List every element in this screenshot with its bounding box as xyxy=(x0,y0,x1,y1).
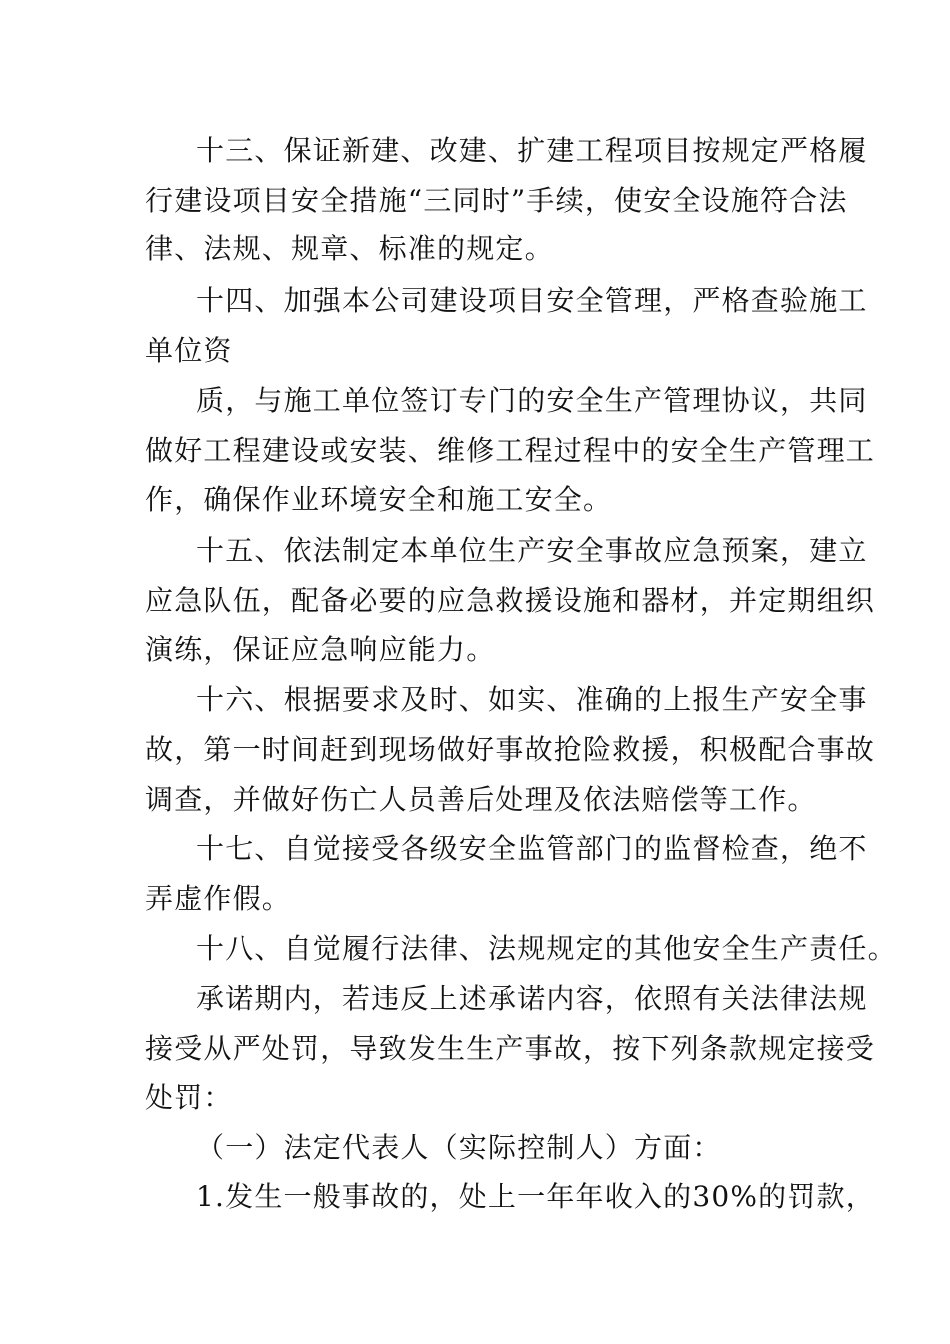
clause-13-line-2: 行建设项目安全措施“三同时”手续，使安全设施符合法 xyxy=(145,184,848,217)
clause-17-line-2: 弄虚作假。 xyxy=(145,882,292,915)
clause-15-line-2: 应急队伍，配备必要的应急救援设施和器材，并定期组织 xyxy=(145,584,876,617)
clause-13-line-1: 十三、保证新建、改建、扩建工程项目按规定严格履 xyxy=(196,134,868,167)
clause-13-line-3: 律、法规、规章、标准的规定。 xyxy=(145,232,554,265)
penalty-intro-line-3: 处罚： xyxy=(145,1081,233,1114)
clause-14-line-4: 做好工程建设或安装、维修工程过程中的安全生产管理工 xyxy=(145,434,876,467)
clause-14-line-3: 质，与施工单位签订专门的安全生产管理协议，共同 xyxy=(196,384,868,417)
clause-16-line-3: 调查，并做好伤亡人员善后处理及依法赔偿等工作。 xyxy=(145,783,817,816)
clause-18-line-1: 十八、自觉履行法律、法规规定的其他安全生产责任。 xyxy=(196,932,897,965)
clause-14-line-2: 单位资 xyxy=(145,334,233,367)
clause-14-line-5: 作，确保作业环境安全和施工安全。 xyxy=(145,483,613,516)
clause-15-line-1: 十五、依法制定本单位生产安全事故应急预案，建立 xyxy=(196,534,868,567)
section-heading-1: （一）法定代表人（实际控制人）方面： xyxy=(196,1131,722,1164)
clause-14-line-1: 十四、加强本公司建设项目安全管理，严格查验施工 xyxy=(196,284,868,317)
clause-16-line-1: 十六、根据要求及时、如实、准确的上报生产安全事 xyxy=(196,683,868,716)
clause-16-line-2: 故，第一时间赶到现场做好事故抢险救援，积极配合事故 xyxy=(145,733,876,766)
penalty-intro-line-1: 承诺期内，若违反上述承诺内容，依照有关法律法规 xyxy=(196,982,868,1015)
clause-17-line-1: 十七、自觉接受各级安全监管部门的监督检查，绝不 xyxy=(196,832,868,865)
clause-15-line-3: 演练，保证应急响应能力。 xyxy=(145,633,496,666)
penalty-intro-line-2: 接受从严处罚，导致发生生产事故，按下列条款规定接受 xyxy=(145,1032,876,1065)
penalty-item-1: 1.发生一般事故的，处上一年年收入的30%的罚款， xyxy=(196,1180,875,1213)
